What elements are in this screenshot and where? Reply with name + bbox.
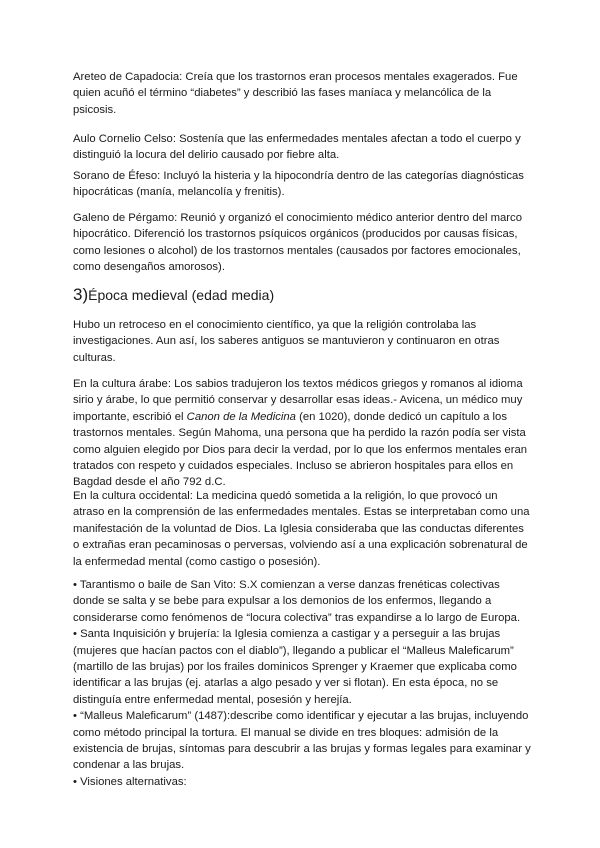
paragraph-sorano: Sorano de Éfeso: Incluyó la histeria y la hipocondría dentro de las categorías diagnósticas hipocráticas (manía, melancolía y frenitis).: [73, 170, 524, 199]
section-number: 3): [73, 285, 89, 304]
bullet-list: [73, 577, 531, 790]
canon-de-la-medicina-title: Canon de la Medicina: [186, 410, 296, 423]
bullet-visiones: • Visiones alternativas:: [73, 775, 187, 788]
paragraph-galeno: Galeno de Pérgamo: Reunió y organizó el conocimiento médico anterior dentro del marco hipocrático. Diferenció los trastornos psíquicos orgánicos (producidos por causas físicas, como lesiones o alcohol) de los trastornos mentales (causados por factores emocionales, como desengaños amorosos).: [73, 212, 522, 274]
arabe-text-after: (en 1020), donde dedicó un capítulo a los trastornos mentales. Según Mahoma, una persona que ha perdido la razón podía ser vista como alguien elegido por Dios para decir la verdad, por lo que los enfermos mentales eran tratados con respeto y cuidados especiales. Incluso se abrieron hospitales para ellos en Bagdad desde el año 792 d.C.: [73, 410, 528, 489]
paragraph-cultura-arabe: [73, 376, 531, 491]
arabe-text-before: En la cultura árabe: Los sabios tradujeron los textos médicos griegos y romanos al idioma sirio y árabe, lo que permitió conservar y desarrollar esas ideas.- Avicena, un médico muy importante, escribió el: [73, 378, 523, 423]
bullet-tarantismo: • Tarantismo o baile de San Vito: S.X comienzan a verse danzas frenéticas colectivas donde se salta y se bebe para expulsar a los demonios de los enfermos, llegando a considerarse como fenómenos de “locura colectiva” tras expandirse a lo largo de Europa.: [73, 579, 521, 624]
section-heading: [73, 285, 274, 305]
paragraph-medieval-intro: Hubo un retroceso en el conocimiento científico, ya que la religión controlaba las investigaciones. Aun así, los saberes antiguos se mantuvieron y continuaron en otras culturas.: [73, 319, 500, 364]
bullet-malleus: • “Malleus Maleficarum” (1487):describe como identificar y ejecutar a las brujas, incluyendo como método principal la tortura. El manual se divide en tres bloques: admisión de la existencia de brujas, síntomas para descubrir a las brujas y formas legales para examinar y condenar a las brujas.: [73, 710, 531, 772]
bullet-inquisicion: • Santa Inquisición y brujería: la Iglesia comienza a castigar y a perseguir a las brujas (mujeres que hacían pactos con el diablo”), llegando a publicar el “Malleus Maleficarum” (martillo de las brujas) por los frailes dominicos Sprenger y Kraemer que explicaba como identificar a las brujas (ej. atarlas a algo pesado y ver si flotan). En esta época, no se distinguía entre enfermedad mental, posesión y herejía.: [73, 628, 517, 706]
paragraph-cultura-occidental: En la cultura occidental: La medicina quedó sometida a la religión, lo que provocó un atraso en la comprensión de las enfermedades mentales. Estas se interpretaban como una manifestación de la voluntad de Dios. La Iglesia consideraba que las conductas diferentes o extrañas eran pecaminosas o perversas, volviendo así a una explicación sobrenatural de la enfermedad mental (como castigo o posesión).: [73, 490, 530, 568]
paragraph-areteo: Areteo de Capadocia: Creía que los trastornos eran procesos mentales exagerados. Fue quien acuñó el término “diabetes” y describió las fases maníaca y melancólica de la psicosis.: [73, 71, 518, 116]
section-title: Época medieval (edad media): [88, 287, 275, 303]
paragraph-celso: Aulo Cornelio Celso: Sostenía que las enfermedades mentales afectan a todo el cuerpo y distinguió la locura del delirio causado por fiebre alta.: [73, 133, 521, 162]
